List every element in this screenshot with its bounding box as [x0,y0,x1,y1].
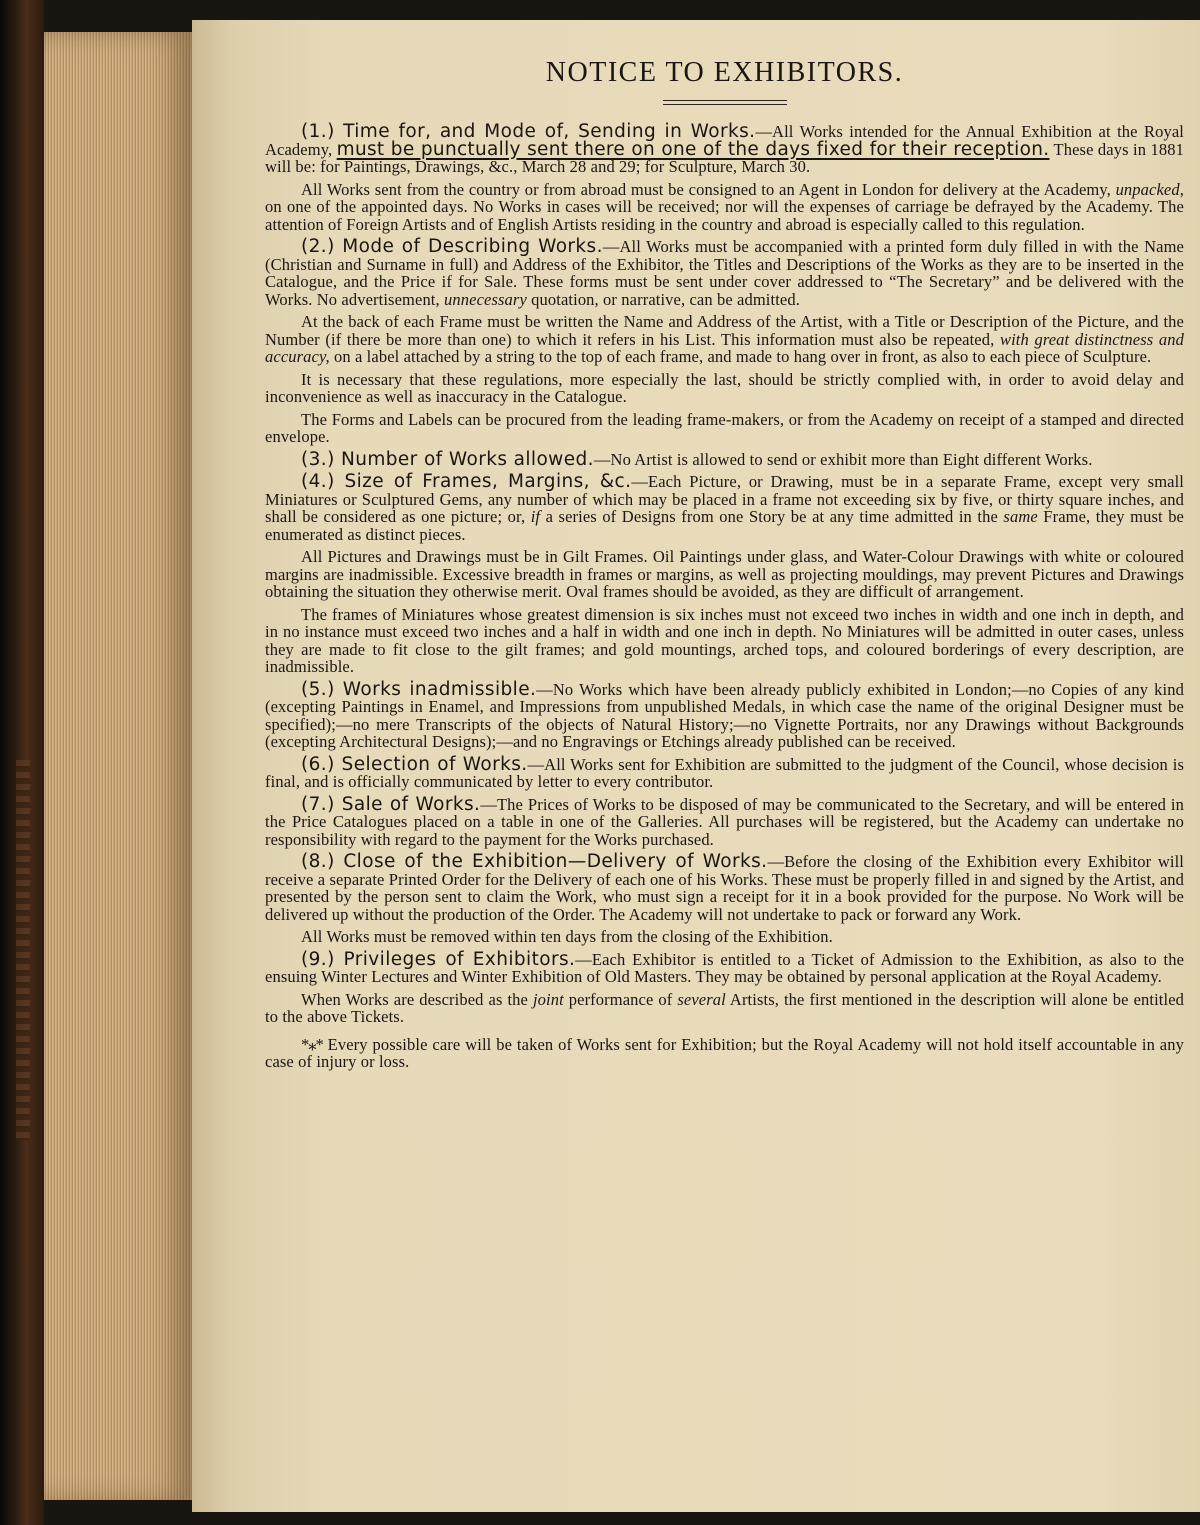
section-6-paragraph [265,753,1185,791]
section-2-paragraph-4: The Forms and Labels can be procured from the leading frame-makers, or from the Academy on receipt of a stamped and directed envelope. [265,409,1184,446]
section-8-paragraph [265,853,1184,923]
section-1-p2-a: All Works sent from the country or from abroad must be consigned to an Agent in London for delivery at the Academy, [301,179,1116,199]
section-9-paragraph [265,948,1185,986]
page-edges [44,32,192,1500]
section-9-paragraph-2 [265,991,1184,1026]
section-2-p2-italic: with great distinctness and accuracy, [265,329,1184,366]
section-4-p1-c: Frame, they must be enumerated as distinct pieces. [265,507,1185,544]
section-2-paragraph-3: It is necessary that these regulations, more especially the last, should be strictly complied with, in order to avoid delay and inconvenience as well as inaccuracy in the Catalogue. [265,369,1184,406]
section-1-emphasis: must be punctually sent there on one of the days fixed for their reception. [336,138,1050,160]
section-2-p1-b: quotation, or narrative, can be admitted. [526,289,800,309]
section-2-heading: (2.) Mode of Describing Works. [301,236,603,257]
section-2-p2-b: on a label attached by a string to the top of each frame, and made to hang over in front, as also to each piece of Sculpture. [329,347,1152,366]
section-9-p2-c: Artists, the first mentioned in the description will alone be entitled to the above Tickets. [265,989,1185,1026]
section-4-paragraph-3: The frames of Miniatures whose greatest dimension is six inches must not exceed two inches in width and one inch in depth, and in no instance must exceed two inches and a half in width and one inch in depth. No Miniatures will be admitted in outer cases, unless they are made to fit close to the gilt frames; and gold mountings, arched tops, and coloured borderings of every description, are inadmissible. [265,604,1184,676]
section-9-heading: (9.) Privileges of Exhibitors. [301,948,576,970]
section-7-heading: (7.) Sale of Works. [301,793,481,815]
section-2-paragraph-2 [265,313,1184,366]
section-9-p2-several: several [677,989,726,1009]
section-1-paragraph-2 [265,181,1184,234]
section-4-p1-a: —Each Picture, or Drawing, must be in a separate Frame, except very small Miniatures or Sculptured Gems, any number of which may be placed in a frame not exceeding six by five, or thirty square inches, and shall be considered as one picture; or, [265,472,1185,526]
section-3-heading: (3.) Number of Works allowed. [301,448,594,470]
section-1-text-b: These days in 1881 will be: for Paintings, Drawings, &c., March 28 and 29; for Sculpture, March 30. [265,139,1184,176]
section-6-heading: (6.) Selection of Works. [301,753,528,775]
footer-text: Every possible care will be taken of Works sent for Exhibition; but the Royal Academy will not hold itself accountable in any case of injury or loss. [265,1034,1184,1071]
section-2-p1-italic: unnecessary [444,289,527,309]
section-3-text: —No Artist is allowed to send or exhibit more than Eight different Works. [593,449,1093,469]
page-text [265,58,1184,1076]
section-3-paragraph [265,448,1184,470]
section-5-text: —No Works which have been already publicly exhibited in London;—no Copies of any kind (excepting Paintings in Enamel, and Impressions from unpublished Medals, in which case the name of the original Designer must be specified);—no mere Transcripts of the objects of Natural History;—no Vignette Portraits, nor any Drawings without Backgrounds (excepting Architectural Designs);—and no Engravings or Etchings already published can be received. [265,679,1184,751]
title-rule [663,100,787,105]
section-2-paragraph [265,238,1184,308]
section-1-p2-italic: unpacked, [1115,179,1184,199]
section-9-p2-joint: joint [532,989,564,1009]
page-title: NOTICE TO EXHIBITORS. [545,57,904,88]
section-4-heading: (4.) Size of Frames, Margins, &c. [301,471,632,492]
section-1-text-a: —All Works intended for the Annual Exhibition at the Royal Academy, [265,122,1185,159]
section-8-text: —Before the closing of the Exhibition every Exhibitor will receive a separate Printed Order for the Delivery of each one of his Works. These must be properly filled in and signed by the Artist, and presented by the person sent to claim the Work, who must sign a receipt for it in a book provided for the purpose. No Work will be delivered up without the production of the Order. The Academy will not undertake to pack or forward any Work. [265,852,1184,924]
section-4-p1-same: same [1003,507,1038,526]
section-8-heading: (8.) Close of the Exhibition—Delivery of Works. [301,851,768,872]
section-4-p1-if: if [530,507,541,526]
section-1-p2-b: on one of the appointed days. No Works in cases will be received; nor will the expenses of carriage be defrayed by the Academy. The attention of Foreign Artists and of English Artists residing in the country and abroad is especially called to this regulation. [265,197,1184,234]
section-4-paragraph [265,473,1184,543]
section-4-p1-b: a series of Designs from one Story be at any time admitted in the [540,507,1004,526]
section-4-paragraph-2: All Pictures and Drawings must be in Gilt Frames. Oil Paintings under glass, and Water-Colour Drawings with white or coloured margins are inadmissible. Excessive breadth in frames or margins, as well as projecting mouldings, may prevent Pictures and Drawings obtaining the situation they otherwise merit. Oval frames should be avoided, as they are difficult of arrangement. [265,547,1184,601]
footer-note [265,1036,1184,1071]
section-5-paragraph [265,678,1184,751]
section-6-text: —All Works sent for Exhibition are submitted to the judgment of the Council, whose decision is final, and is officially communicated by letter to every contributor. [265,754,1185,791]
section-1-heading: (1.) Time for, and Mode of, Sending in Works. [301,121,756,142]
section-8-paragraph-2: All Works must be removed within ten days from the closing of the Exhibition. [301,927,833,946]
book-spine [0,0,44,1525]
section-9-p2-a: When Works are described as the [301,989,533,1009]
section-2-p2-a: At the back of each Frame must be written the Name and Address of the Artist, with a Title or Description of the Picture, and the Number (if there be more than one) to which it refers in his List. This information must also be repeated, [265,312,1184,349]
book-page [192,20,1200,1512]
section-7-text: —The Prices of Works to be disposed of may be communicated to the Secretary, and will be entered in the Price Catalogues placed on a table in one of the Galleries. All purchases will be registered, but the Academy can undertake no responsibility with regard to the payment for the Works purchased. [265,794,1184,849]
section-2-p1-a: —All Works must be accompanied with a printed form duly filled in with the Name (Christian and Surname in full) and Address of the Exhibitor, the Titles and Descriptions of the Works as they are to be inserted in the Catalogue, and the Price if for Sale. These forms must be sent under cover addressed to “The Secretary” and be delivered with the Works. No advertisement, [265,237,1184,309]
section-9-p2-b: performance of [563,989,678,1009]
section-7-paragraph [265,793,1184,849]
section-5-heading: (5.) Works inadmissible. [301,678,537,700]
section-9-text: —Each Exhibitor is entitled to a Ticket of Admission to the Exhibition, as also to the ensuing Winter Lectures and Winter Exhibition of Old Masters. They may be obtained by personal application at the Royal Academy. [265,949,1185,986]
section-1-paragraph [265,123,1184,176]
asterism: *⁎* [301,1034,323,1054]
